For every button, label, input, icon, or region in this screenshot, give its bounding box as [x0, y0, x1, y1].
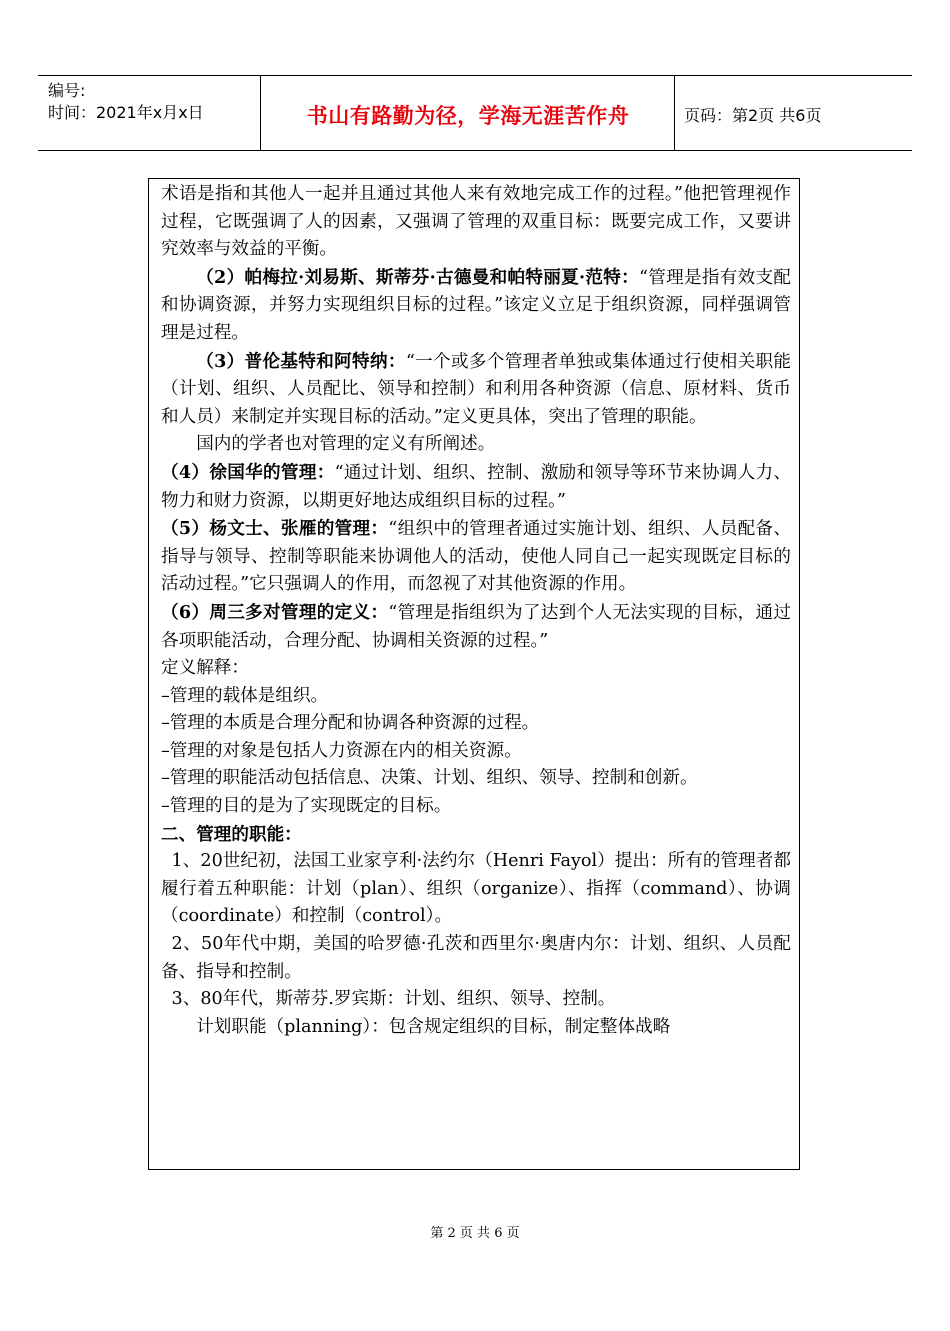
paragraph-6	[161, 515, 791, 599]
header-top-rule	[38, 75, 912, 76]
function-item-2: 2、50年代中期，美国的哈罗德·孔茨和西里尔·奥唐内尔：计划、组织、人员配备、指导和控制。	[161, 934, 791, 982]
paragraph-7-text: “管理是指组织为了达到个人无法实现的目标，通过各项职能活动，合理分配、协调相关资源的过程。”	[161, 602, 791, 651]
paragraph-2-heading: （2）帕梅拉·刘易斯、斯蒂芬·古德曼和帕特丽夏·范特：	[196, 266, 640, 288]
page-footer: 第 2 页 共 6 页	[430, 1226, 520, 1241]
definition-label: 定义解释：	[161, 658, 249, 679]
header-motto: 书山有路勤为径，学海无涯苦作舟	[306, 104, 630, 128]
definition-item-1: –管理的载体是组织。	[161, 685, 329, 706]
paragraph-2	[161, 264, 791, 348]
paragraph-4: 国内的学者也对管理的定义有所阐述。	[196, 434, 496, 455]
time-label: 时间：2021年x月x日	[48, 103, 204, 122]
header-divider-right	[674, 75, 675, 150]
definition-item-5: –管理的目的是为了实现既定的目标。	[161, 796, 452, 817]
paragraph-6-text: “组织中的管理者通过实施计划、组织、人员配备、指导与领导、控制等职能来协调他人的活动，使他人同自己一起实现既定目标的活动过程。”它只强调人的作用，而忽视了对其他资源的作用。	[161, 519, 791, 595]
paragraph-6-heading: （5）杨文士、张雁的管理：	[161, 518, 389, 540]
function-item-4: 计划职能（planning）：包含规定组织的目标，制定整体战略	[196, 1016, 671, 1037]
serial-label: 编号:	[48, 81, 86, 100]
paragraph-5-text: “通过计划、组织、控制、激励和领导等环节来协调人力、物力和财力资源，以期更好地达成组织目标的过程。”	[161, 462, 791, 511]
section-heading: 二、管理的职能：	[161, 823, 302, 845]
paragraph-3-heading: （3）普伦基特和阿特纳：	[196, 350, 406, 372]
header-page-label: 页码：第2页 共6页	[684, 106, 822, 125]
content-box	[148, 178, 800, 1170]
header-meta	[48, 80, 204, 124]
header-divider-left	[260, 75, 261, 150]
header-bottom-rule	[38, 150, 912, 151]
paragraph-5	[161, 459, 791, 515]
definition-item-2: –管理的本质是合理分配和协调各种资源的过程。	[161, 713, 540, 734]
content-text	[161, 181, 791, 1041]
function-item-3: 3、80年代，斯蒂芬.罗宾斯：计划、组织、领导、控制。	[171, 989, 616, 1010]
paragraph-7	[161, 599, 791, 655]
paragraph-5-heading: （4）徐国华的管理：	[161, 461, 335, 483]
definition-item-4: –管理的职能活动包括信息、决策、计划、组织、领导、控制和创新。	[161, 768, 698, 789]
paragraph-3	[161, 348, 791, 432]
definition-item-3: –管理的对象是包括人力资源在内的相关资源。	[161, 740, 522, 761]
paragraph-7-heading: （6）周三多对管理的定义：	[161, 601, 389, 623]
paragraph-3-text: “一个或多个管理者单独或集体通过行使相关职能（计划、组织、人员配比、领导和控制）和利用各种资源（信息、原材料、货币和人员）来制定并实现目标的活动。”定义更具体，突出了管理的职能。	[161, 351, 791, 427]
paragraph-1: 术语是指和其他人一起并且通过其他人来有效地完成工作的过程。”他把管理视作过程，它既强调了人的因素，又强调了管理的双重目标：既要完成工作，又要讲究效率与效益的平衡。	[161, 184, 791, 260]
function-item-1: 1、20世纪初，法国工业家亨利·法约尔（Henri Fayol）提出：所有的管理者都履行着五种职能：计划（plan）、组织（organize）、指挥（command）、协调（coordinate）和控制（control）。	[161, 851, 791, 927]
paragraph-2-text: “管理是指有效支配和协调资源，并努力实现组织目标的过程。”该定义立足于组织资源，同样强调管理是过程。	[161, 267, 791, 343]
